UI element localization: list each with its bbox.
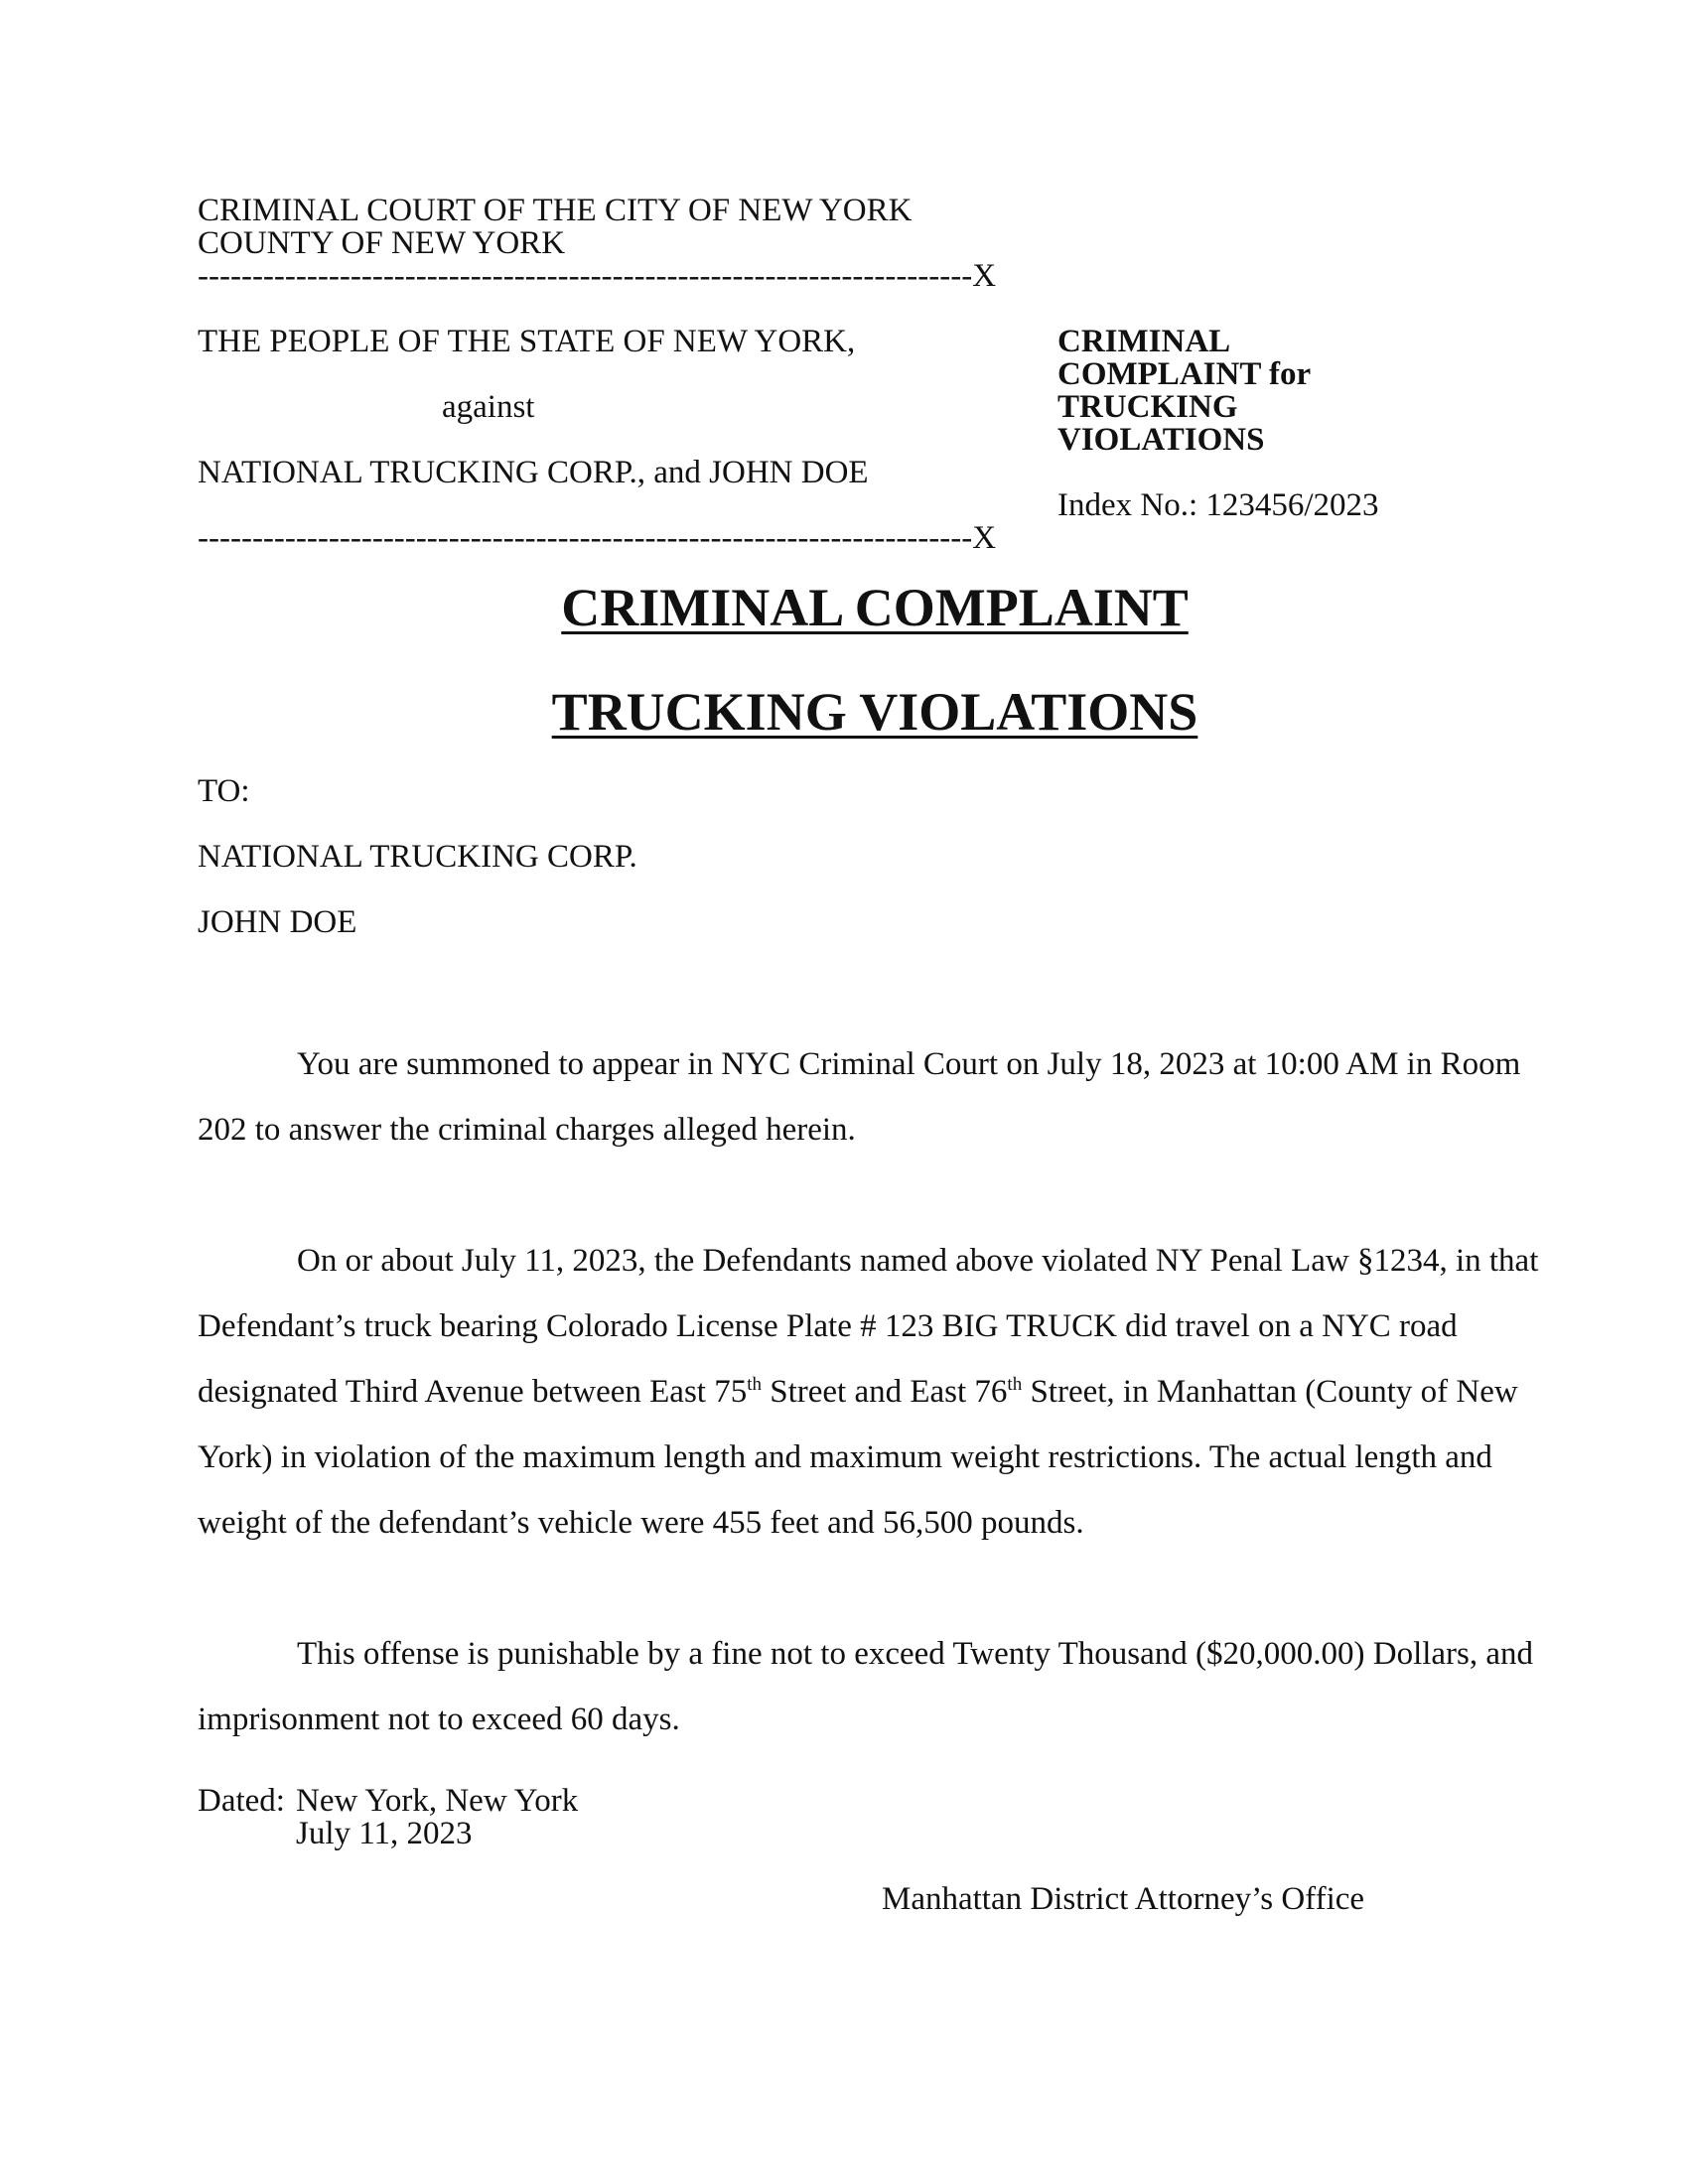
dated-label: Dated: — [198, 1783, 285, 1819]
ordinal-suffix-2: th — [1007, 1374, 1023, 1395]
doc-type-line-4: VIOLATIONS — [1057, 422, 1265, 458]
county-name: COUNTY OF NEW YORK — [198, 225, 566, 261]
dated-place: New York, New York — [296, 1783, 579, 1819]
to-label: TO: — [198, 773, 250, 809]
penalty-paragraph: This offense is punishable by a fine not to exceed Twenty Thousand ($20,000.00) Dollars, and imprisonment not to exceed 60 days. — [198, 1636, 1534, 1737]
doc-type-line-2: COMPLAINT for — [1057, 356, 1312, 392]
doc-type-line-1: CRIMINAL — [1057, 324, 1231, 359]
defendants-names: NATIONAL TRUCKING CORP., and JOHN DOE — [198, 455, 869, 490]
allegation-text-2: Street and East 76 — [761, 1374, 1008, 1410]
index-number: Index No.: 123456/2023 — [1057, 487, 1379, 523]
dated-date: July 11, 2023 — [296, 1816, 473, 1851]
addressee-corporation: NATIONAL TRUCKING CORP. — [198, 839, 637, 875]
ordinal-suffix-1: th — [747, 1374, 762, 1395]
plaintiff-name: THE PEOPLE OF THE STATE OF NEW YORK, — [198, 324, 856, 359]
addressee-individual: JOHN DOE — [198, 904, 357, 940]
document-subtitle: TRUCKING VIOLATIONS — [551, 682, 1198, 742]
summons-paragraph: You are summoned to appear in NYC Criminal Court on July 18, 2023 at 10:00 AM in Room 202 to answer the criminal charges alleged herein. — [198, 1046, 1521, 1148]
allegation-paragraph — [198, 1228, 1550, 1556]
caption-rule-bottom: -----------------------------------------------------------------------X — [198, 520, 997, 556]
doc-type-line-3: TRUCKING — [1057, 389, 1238, 425]
caption-rule-top: -----------------------------------------------------------------------X — [198, 258, 997, 294]
document-title: CRIMINAL COMPLAINT — [561, 578, 1189, 637]
allegation-text-1: On or about July 11, 2023, the Defendants named above violated NY Penal Law §1234, in that Defendant’s truck bearing Colorado License Plate # 123 BIG TRUCK did travel on a NYC road designated Third Avenue between East 75 — [198, 1243, 1539, 1410]
court-name: CRIMINAL COURT OF THE CITY OF NEW YORK — [198, 193, 913, 228]
allegation-text-3: Street, in Manhattan (County of New York) in violation of the maximum length and maximum weight restrictions. The actual length and weight of the defendant’s vehicle were 455 feet and 56,500 pounds. — [198, 1374, 1518, 1541]
signature-office: Manhattan District Attorney’s Office — [882, 1881, 1365, 1917]
against-label: against — [442, 389, 535, 425]
